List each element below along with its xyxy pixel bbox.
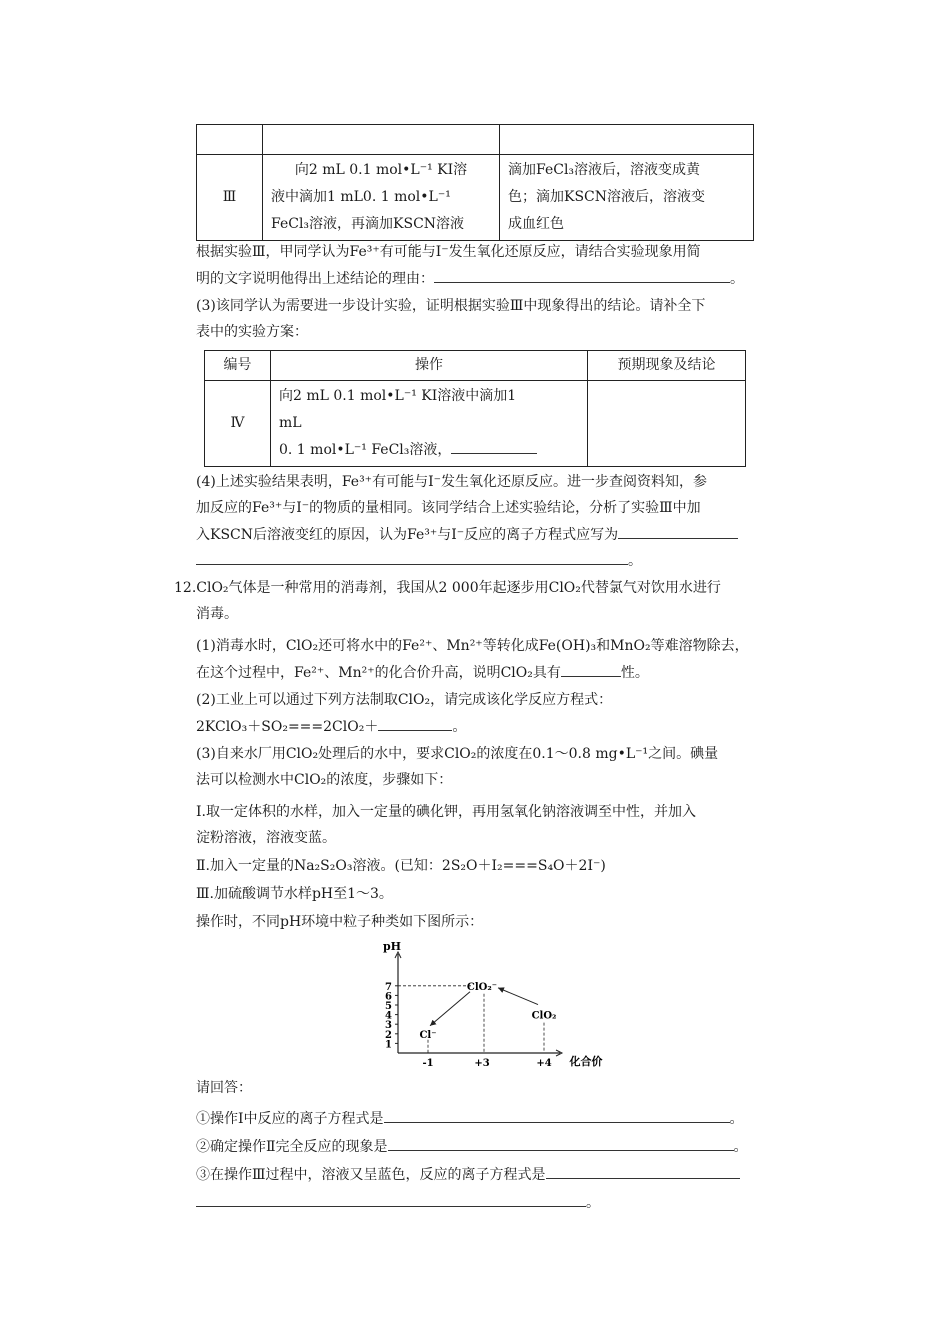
experiment-table-4 bbox=[204, 350, 746, 467]
y-tick-label: 1 bbox=[385, 1039, 392, 1051]
question-4-line bbox=[196, 524, 738, 545]
answer-3-line bbox=[196, 1192, 600, 1213]
question-4-line: (4)上述实验结果表明，Fe³⁺有可能与I⁻发生氧化还原反应。进一步查阅资料知，参 bbox=[196, 474, 707, 490]
x-axis-label: 化合价 bbox=[569, 1055, 603, 1068]
paragraph-text: ③在操作Ⅲ过程中，溶液又呈蓝色，反应的离子方程式是 bbox=[196, 1167, 546, 1183]
table2-op-line bbox=[279, 437, 579, 464]
table2-header-result: 预期现象及结论 bbox=[588, 351, 746, 381]
table2-op-line: mL bbox=[279, 415, 302, 431]
question-12-line bbox=[196, 716, 466, 737]
answer-blank[interactable] bbox=[561, 662, 621, 677]
step-1-line: 淀粉溶液，溶液变蓝。 bbox=[196, 830, 336, 846]
ph-species-chart bbox=[360, 940, 610, 1072]
y-tick-label: 2 bbox=[385, 1029, 392, 1041]
step-1-line: Ⅰ.取一定体积的水样，加入一定量的碘化钾，再用氢氧化钠溶液调至中性，并加入 bbox=[196, 804, 696, 820]
point-label: ClO₂ bbox=[531, 1010, 557, 1022]
table2-operation bbox=[271, 381, 588, 467]
equation-text: 2KClO₃＋SO₂===2ClO₂＋ bbox=[196, 719, 379, 735]
question-12-line: 12.ClO₂气体是一种常用的消毒剂，我国从2 000年起逐步用ClO₂代替氯气对饮用水进行 bbox=[174, 580, 721, 596]
answer-2-line bbox=[196, 1136, 748, 1157]
table1-op-line: 向2 mL 0.1 mol•L⁻¹ KI溶 bbox=[294, 162, 468, 178]
paragraph-text: 在这个过程中，Fe²⁺、Mn²⁺的化合价升高，说明ClO₂具有 bbox=[196, 665, 561, 681]
question-4-line: 加反应的Fe³⁺与I⁻的物质的量相同。该同学结合上述实验结论，分析了实验Ⅲ中加 bbox=[196, 500, 701, 516]
paragraph-text: 。 bbox=[729, 1111, 744, 1127]
table1-obs-line: 滴加FeCl₃溶液后，溶液变成黄 bbox=[508, 162, 701, 178]
paragraph-text: 明的文字说明他得出上述结论的理由： bbox=[196, 271, 434, 287]
paragraph-text: ②确定操作Ⅱ完全反应的现象是 bbox=[196, 1139, 388, 1155]
reaction-arrow bbox=[498, 988, 538, 1005]
paragraph-text: 。 bbox=[452, 719, 467, 735]
paragraph-line bbox=[196, 268, 744, 289]
step-3-line: Ⅲ.加硫酸调节水样pH至1～3。 bbox=[196, 886, 393, 902]
question-12-line: 消毒。 bbox=[196, 606, 238, 622]
answer-intro: 请回答： bbox=[196, 1080, 252, 1096]
table2-header-no: 编号 bbox=[205, 351, 271, 381]
experiment-table-3 bbox=[196, 124, 754, 241]
y-tick-label: 7 bbox=[385, 981, 392, 993]
question-3-line: 表中的实验方案： bbox=[196, 324, 308, 340]
table1-operation bbox=[263, 155, 500, 241]
answer-blank[interactable] bbox=[434, 268, 730, 283]
table1-empty-cell bbox=[500, 125, 754, 155]
answer-blank[interactable] bbox=[384, 1108, 730, 1123]
question-4-line bbox=[196, 550, 642, 571]
paragraph-text: 0. 1 mol•L⁻¹ FeCl₃溶液， bbox=[279, 442, 452, 458]
question-12-line: (2)工业上可以通过下列方法制取ClO₂，请完成该化学反应方程式： bbox=[196, 692, 613, 708]
table2-result-cell[interactable] bbox=[588, 381, 746, 467]
y-tick-label: 5 bbox=[385, 1001, 392, 1012]
question-3-line: (3)该同学认为需要进一步设计实验，证明根据实验Ⅲ中现象得出的结论。请补全下 bbox=[196, 298, 706, 314]
table1-obs-line: 成血红色 bbox=[508, 216, 564, 232]
question-12-line: (3)自来水厂用ClO₂处理后的水中，要求ClO₂的浓度在0.1～0.8 mg•L⁻¹之间。碘量 bbox=[196, 746, 719, 762]
answer-3-line bbox=[196, 1164, 740, 1185]
paragraph-text: 。 bbox=[733, 1139, 748, 1155]
table1-empty-cell bbox=[263, 125, 500, 155]
table1-observation bbox=[500, 155, 754, 241]
answer-blank[interactable] bbox=[378, 716, 452, 731]
paragraph-text: 入KSCN后溶液变红的原因，认为Fe³⁺与I⁻反应的离子方程式应写为 bbox=[196, 527, 619, 543]
question-12-line: 法可以检测水中ClO₂的浓度，步骤如下： bbox=[196, 772, 453, 788]
paragraph-text: 。 bbox=[628, 553, 642, 569]
table1-obs-line: 色；滴加KSCN溶液后，溶液变 bbox=[508, 189, 706, 205]
table2-header-op: 操作 bbox=[271, 351, 588, 381]
question-12-line bbox=[196, 662, 649, 683]
answer-blank[interactable] bbox=[618, 524, 738, 539]
step-2-line: Ⅱ.加入一定量的Na₂S₂O₃溶液。(已知：2S₂O＋I₂===S₄O＋2I⁻) bbox=[196, 858, 606, 874]
paragraph-line: 根据实验Ⅲ，甲同学认为Fe³⁺有可能与I⁻发生氧化还原反应，请结合实验现象用简 bbox=[196, 244, 701, 260]
answer-blank[interactable] bbox=[451, 439, 537, 454]
table2-op-line: 向2 mL 0.1 mol•L⁻¹ KI溶液中滴加1 bbox=[279, 388, 517, 404]
answer-1-line bbox=[196, 1108, 744, 1129]
paragraph-text: ①操作Ⅰ中反应的离子方程式是 bbox=[196, 1111, 384, 1127]
answer-blank[interactable] bbox=[546, 1164, 740, 1179]
paragraph-text: 。 bbox=[586, 1195, 600, 1211]
question-12-line: (1)消毒水时，ClO₂还可将水中的Fe²⁺、Mn²⁺等转化成Fe(OH)₃和MnO₂等难溶物除去， bbox=[196, 638, 749, 654]
paragraph-text: 。 bbox=[730, 271, 744, 287]
table1-exp-no: Ⅲ bbox=[197, 155, 263, 241]
x-tick-label: +4 bbox=[536, 1058, 552, 1069]
figure-intro: 操作时，不同pH环境中粒子种类如下图所示： bbox=[196, 914, 484, 930]
paragraph-text: 性。 bbox=[620, 665, 649, 681]
point-label: ClO₂⁻ bbox=[466, 981, 498, 993]
table1-op-line: FeCl₃溶液，再滴加KSCN溶液 bbox=[271, 216, 465, 232]
y-tick-label: 6 bbox=[385, 991, 392, 1003]
answer-blank[interactable] bbox=[196, 1192, 586, 1207]
y-tick-label: 3 bbox=[385, 1020, 392, 1032]
answer-blank[interactable] bbox=[196, 550, 628, 565]
table2-exp-no: Ⅳ bbox=[205, 381, 271, 467]
x-tick-label: -1 bbox=[422, 1058, 434, 1069]
y-axis-label: pH bbox=[382, 940, 402, 953]
y-tick-label: 4 bbox=[385, 1010, 392, 1022]
table1-empty-cell bbox=[197, 125, 263, 155]
table1-op-line: 液中滴加1 mL0. 1 mol•L⁻¹ bbox=[271, 189, 451, 205]
answer-blank[interactable] bbox=[388, 1136, 734, 1151]
point-label: Cl⁻ bbox=[419, 1029, 437, 1041]
x-tick-label: +3 bbox=[474, 1058, 490, 1069]
reaction-arrow bbox=[430, 992, 470, 1026]
